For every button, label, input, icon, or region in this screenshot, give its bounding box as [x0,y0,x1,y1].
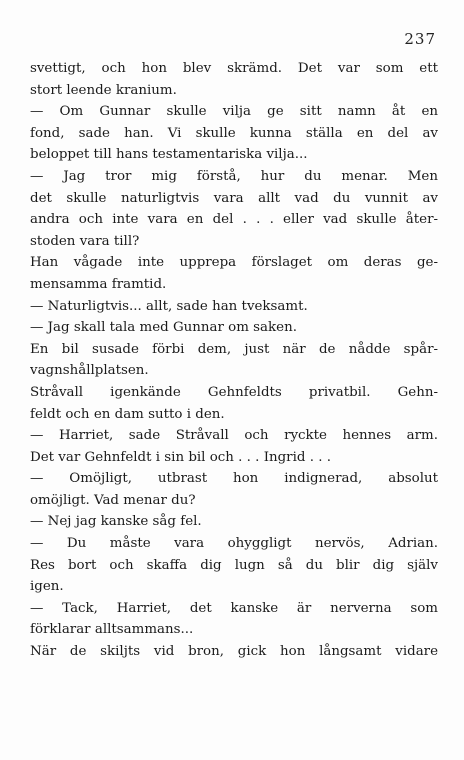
text-line: det skulle naturligtvis vara allt vad du vunnit av [30,190,438,206]
text-line: beloppet till hans testamentariska vilja... [30,147,308,163]
text-line: svettigt, och hon blev skrämd. Det var som ett [30,61,438,76]
text-line: stoden vara till? [30,233,140,249]
text-line: När de skiljts vid bron, gick hon långsamt vidare [30,644,438,660]
text-line: — Jag skall tala med Gunnar om saken. [30,320,297,336]
text-line: feldt och en dam sutto i den. [30,406,225,422]
text-line: En bil susade förbi dem, just när de nådde spår- [30,341,438,357]
text-line: — Om Gunnar skulle vilja ge sitt namn åt en [30,104,438,120]
text-line: — Du måste vara ohyggligt nervös, Adrian. [30,536,438,552]
text-line: — Omöjligt, utbrast hon indignerad, absolut [30,471,438,487]
text-line: stort leende kranium. [30,82,177,98]
text-line: vagnshållplatsen. [30,363,149,379]
text-line: — Harriet, sade Stråvall och ryckte hennes arm. [30,428,438,444]
text-line: Det var Gehnfeldt i sin bil och . . . Ingrid . . . [30,449,331,465]
text-line: — Jag tror mig förstå, hur du menar. Men [30,168,438,184]
text-line: — Naturligtvis... allt, sade han tveksamt. [30,298,308,314]
text-line: Stråvall igenkände Gehnfeldts privatbil. Gehn- [30,384,438,400]
text-line: omöjligt. Vad menar du? [30,492,196,508]
text-line: igen. [30,579,64,595]
page-number: 237 [404,30,436,48]
text-line: Han vågade inte upprepa förslaget om deras ge- [30,255,438,271]
text-line: — Tack, Harriet, det kanske är nerverna som [30,600,438,616]
text-line: — Nej jag kanske såg fel. [30,514,202,530]
text-line: fond, sade han. Vi skulle kunna ställa en del av [30,125,438,141]
body-text [30,58,438,663]
text-line: andra och inte vara en del . . . eller vad skulle åter- [30,212,438,228]
text-line: förklarar alltsammans... [30,622,194,638]
text-line: mensamma framtid. [30,276,167,292]
text-line: Res bort och skaffa dig lugn så du blir dig själv [30,557,438,573]
